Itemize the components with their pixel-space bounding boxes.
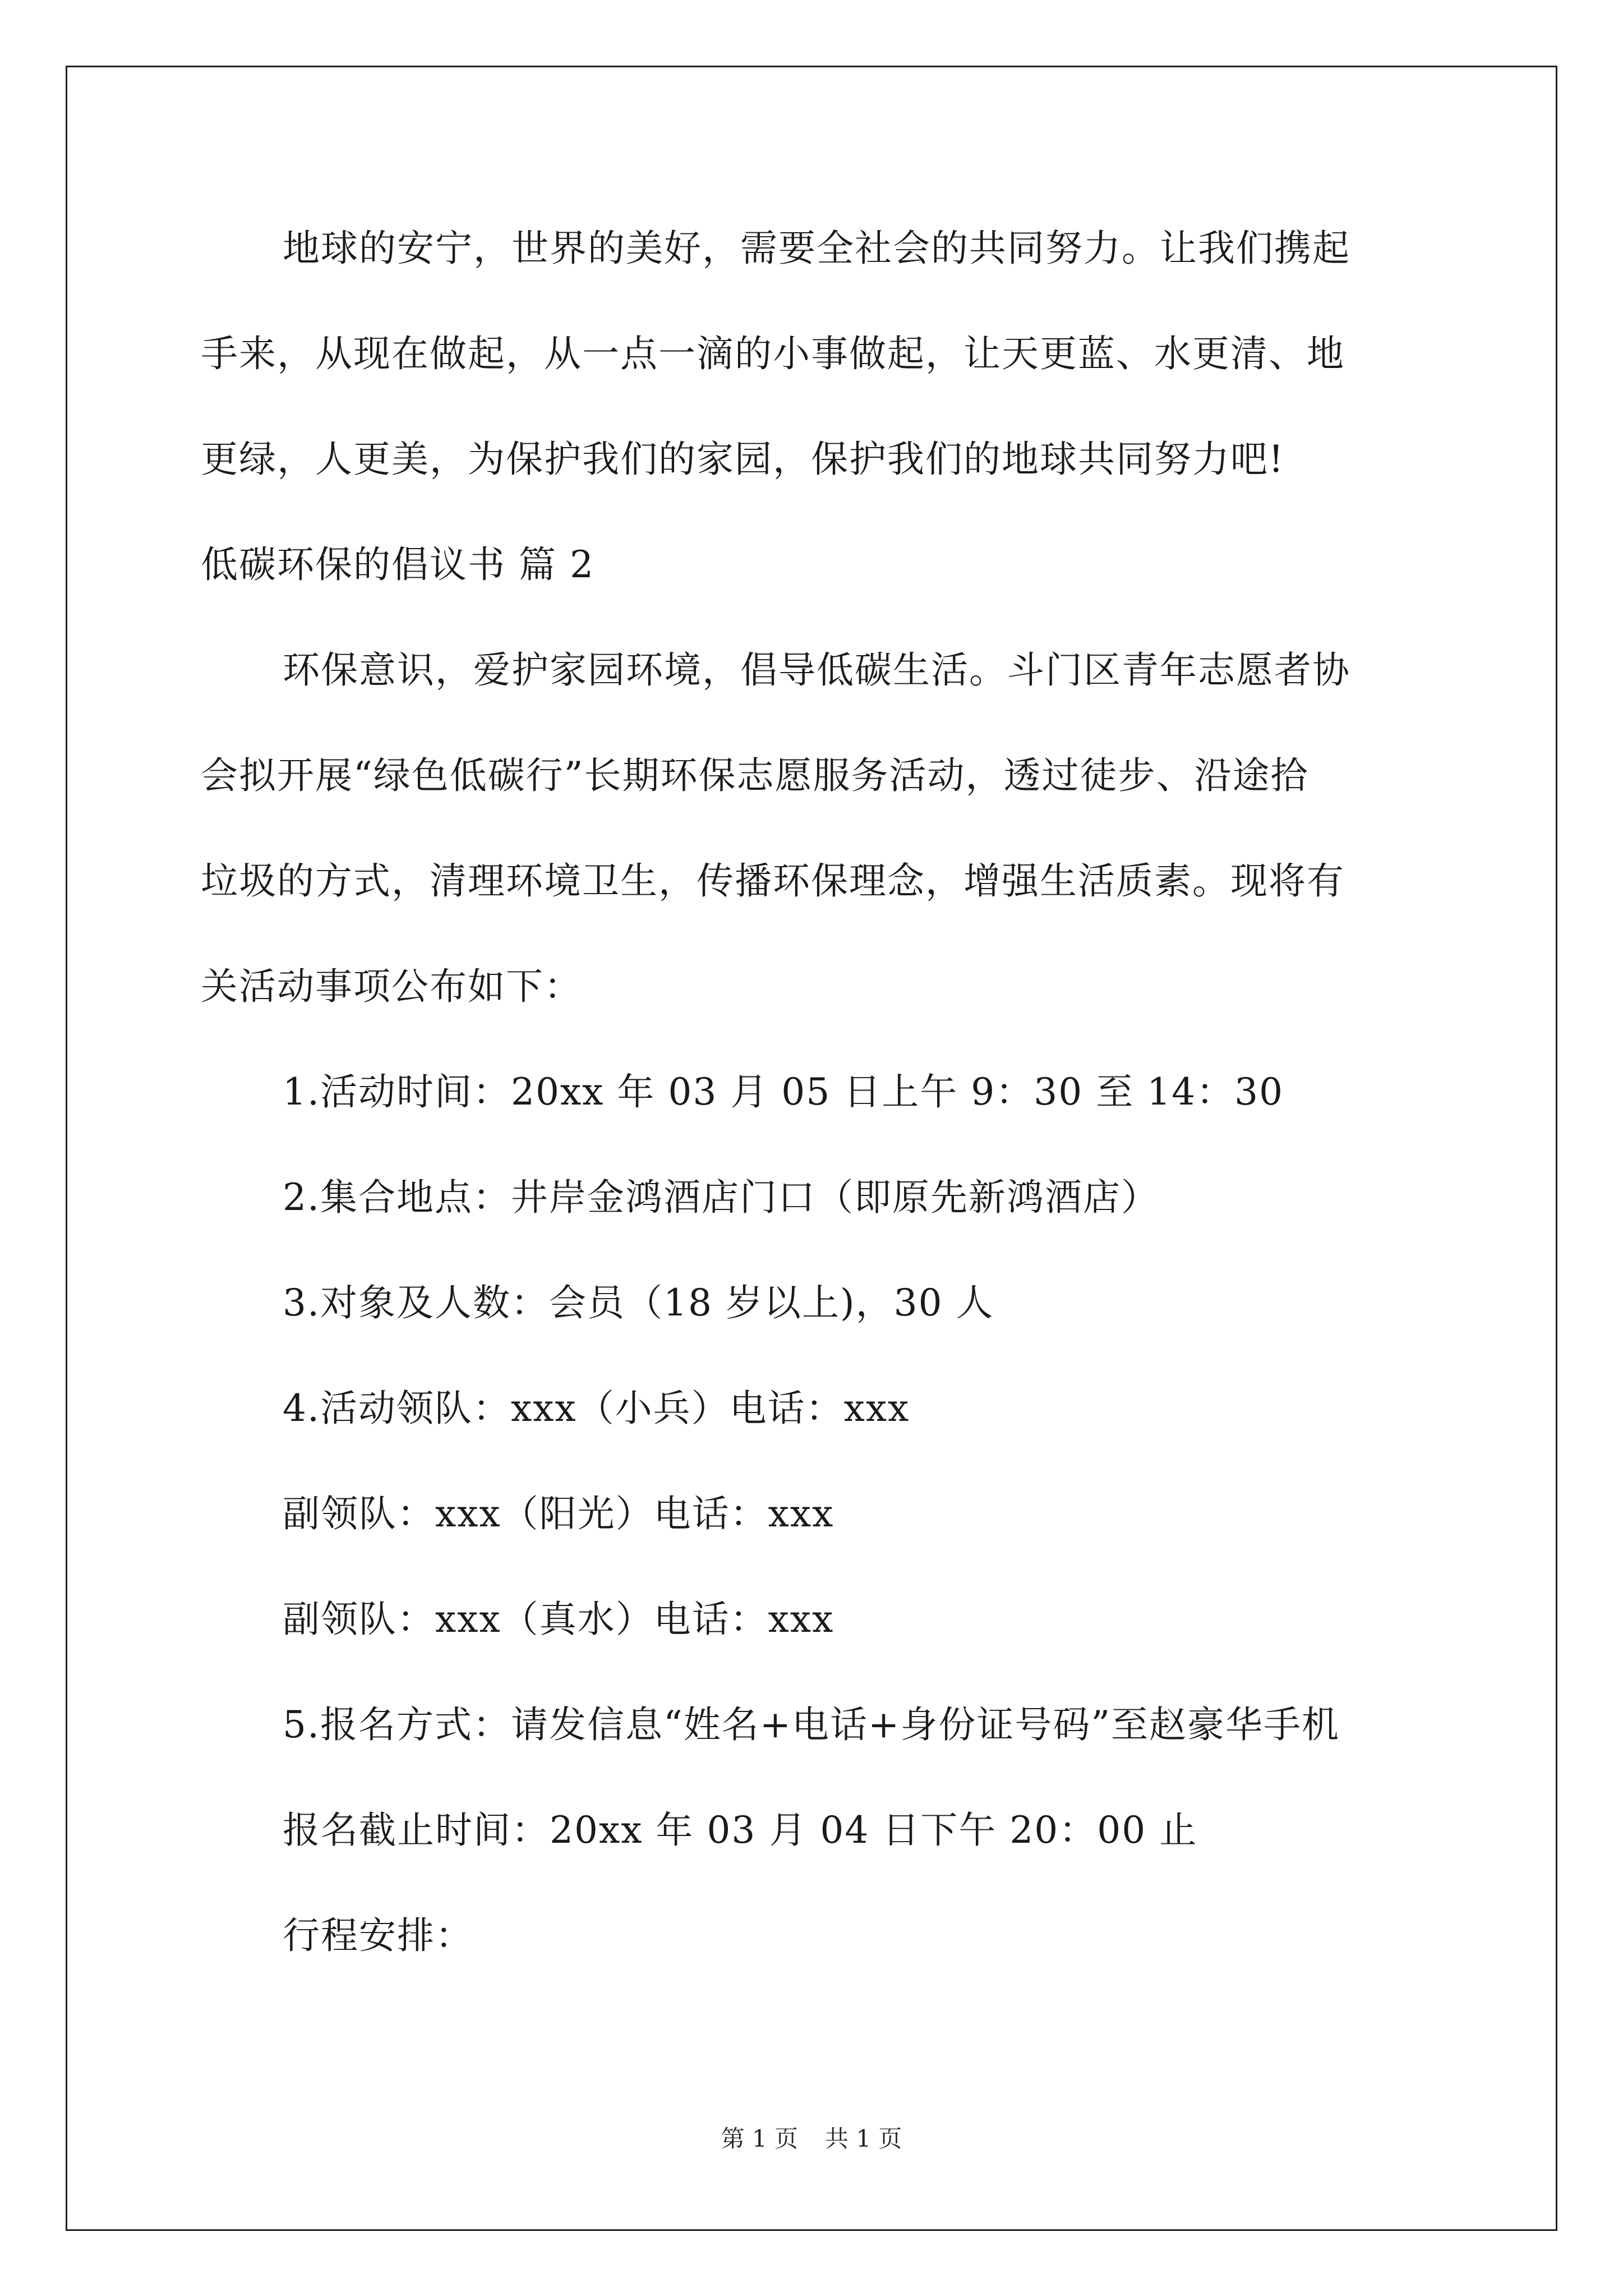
paragraph-line: 会拟开展“绿色低碳行”长期环保志愿服务活动，透过徒步、沿途拾 (201, 754, 1309, 797)
list-item: 3.对象及人数：会员（18 岁以上)，30 人 (283, 1281, 994, 1324)
page-footer (0, 2120, 1623, 2154)
page-border (66, 66, 1557, 2231)
list-item: 报名截止时间：20xx 年 03 月 04 日下午 20：00 止 (283, 1809, 1198, 1852)
list-item: 副领队：xxx（阳光）电话：xxx (283, 1492, 834, 1535)
list-item: 5.报名方式：请发信息“姓名+电话+身份证号码”至赵豪华手机 (283, 1703, 1340, 1746)
list-item: 1.活动时间：20xx 年 03 月 05 日上午 9：30 至 14：30 (283, 1070, 1284, 1114)
section-heading: 低碳环保的倡议书 篇 2 (201, 543, 594, 586)
list-item: 行程安排： (283, 1914, 473, 1957)
list-item: 2.集合地点：井岸金鸿酒店门口（即原先新鸿酒店） (283, 1176, 1159, 1219)
paragraph-line: 环保意识，爱护家园环境，倡导低碳生活。斗门区青年志愿者协 (283, 648, 1350, 692)
paragraph-line: 关活动事项公布如下： (201, 965, 582, 1008)
page-total: 共 1 页 (825, 2125, 902, 2152)
list-item: 4.活动领队：xxx（小兵）电话：xxx (283, 1387, 910, 1430)
paragraph-line: 更绿，人更美，为保护我们的家园，保护我们的地球共同努力吧! (201, 438, 1285, 481)
page-number: 第 1 页 (721, 2125, 798, 2152)
list-item: 副领队：xxx（真水）电话：xxx (283, 1598, 834, 1641)
paragraph-line: 地球的安宁，世界的美好，需要全社会的共同努力。让我们携起 (283, 227, 1350, 270)
paragraph-line: 垃圾的方式，清理环境卫生，传播环保理念，增强生活质素。现将有 (201, 859, 1345, 903)
paragraph-line: 手来，从现在做起，从一点一滴的小事做起，让天更蓝、水更清、地 (201, 332, 1345, 375)
